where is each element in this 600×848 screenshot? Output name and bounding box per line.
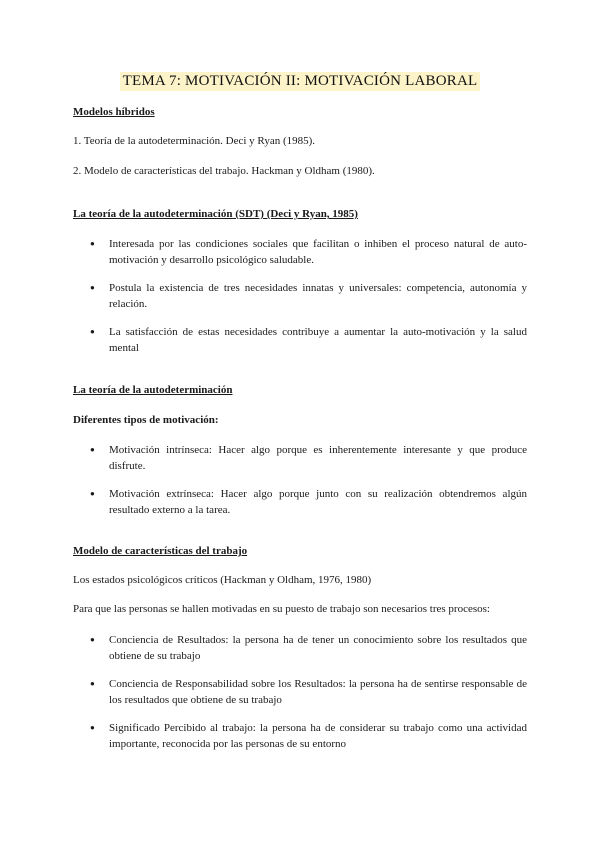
bullet-conciencia-responsabilidad: ● Conciencia de Responsabilidad sobre los Resultados: la persona ha de sentirse responsable de los resultados que obtiene de su trabajo <box>90 676 527 708</box>
list-item-modelo-1: 1. Teoría de la autodeterminación. Deci y Ryan (1985). <box>73 135 316 147</box>
subheading-tipos-motivacion: Diferentes tipos de motivación: <box>73 414 219 426</box>
bullet-sdt-2: ● Postula la existencia de tres necesidades innatas y universales: competencia, autonomía y relación. <box>90 280 527 312</box>
para-estados-psicologicos: Los estados psicológicos críticos (Hackman y Oldham, 1976, 1980) <box>73 574 372 586</box>
bullet-list-motivacion <box>90 442 527 518</box>
bullet-list-sdt <box>90 236 527 356</box>
heading-autodeterminacion: La teoría de la autodeterminación <box>73 384 233 396</box>
heading-sdt: La teoría de la autodeterminación (SDT) (Deci y Ryan, 1985) <box>73 208 358 220</box>
heading-modelos-hibridos: Modelos híbridos <box>73 106 155 118</box>
bullet-sdt-3: ● La satisfacción de estas necesidades contribuye a aumentar la auto-motivación y la salud mental <box>90 324 527 356</box>
list-item-modelo-2: 2. Modelo de características del trabajo. Hackman y Oldham (1980). <box>73 165 375 177</box>
bullet-motivacion-extrinseca: ● Motivación extrínseca: Hacer algo porque junto con su realización obtendremos algún resultado externo a la tarea. <box>90 486 527 518</box>
heading-modelo-caracteristicas: Modelo de características del trabajo <box>73 545 248 557</box>
bullet-sdt-1: ● Interesada por las condiciones sociales que facilitan o inhiben el proceso natural de auto-motivación y desarrollo psicológico saludable. <box>90 236 527 268</box>
bullet-motivacion-intrinseca: ● Motivación intrínseca: Hacer algo porque es inherentemente interesante y que produce disfrute. <box>90 442 527 474</box>
page-title: TEMA 7: MOTIVACIÓN II: MOTIVACIÓN LABORAL <box>120 72 481 91</box>
para-tres-procesos: Para que las personas se hallen motivadas en su puesto de trabajo son necesarios tres procesos: <box>73 603 490 615</box>
bullet-list-procesos <box>90 632 527 752</box>
bullet-significado-percibido: ● Significado Percibido al trabajo: la persona ha de considerar su trabajo como una actividad importante, reconocida por las personas de su entorno <box>90 720 527 752</box>
bullet-conciencia-resultados: ● Conciencia de Resultados: la persona ha de tener un conocimiento sobre los resultados que obtiene de su trabajo <box>90 632 527 664</box>
title-wrap <box>0 72 600 91</box>
